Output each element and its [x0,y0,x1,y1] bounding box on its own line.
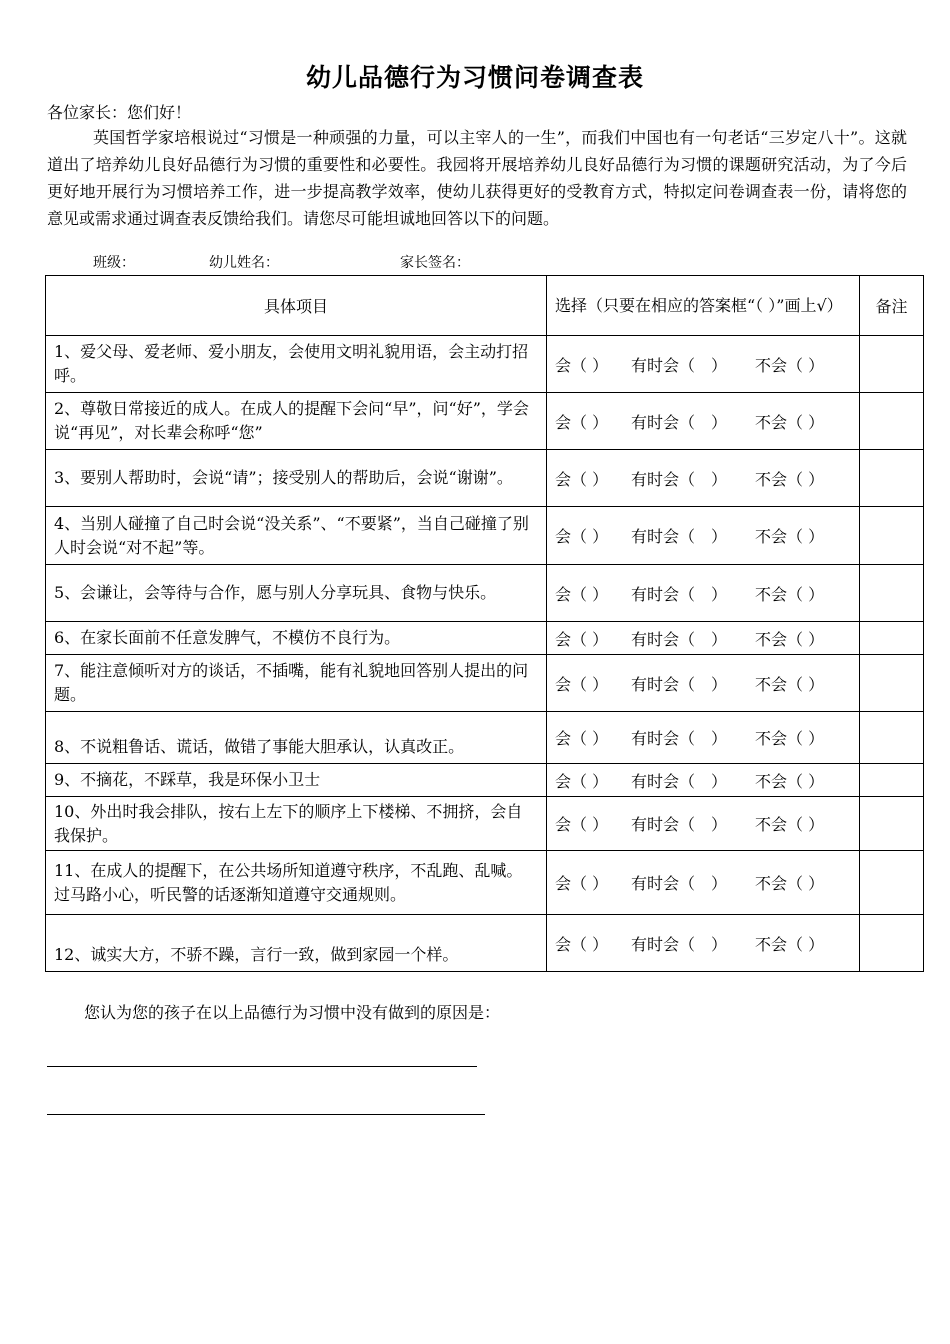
table-row [46,712,924,764]
option-sometimes[interactable]: 有时会（ ） [631,469,728,489]
remark-cell[interactable] [860,712,924,764]
option-sometimes[interactable]: 有时会（ ） [631,355,728,375]
option-no[interactable]: 不会（ ） [755,584,825,604]
remark-cell[interactable] [860,915,924,972]
choice-cell [547,393,860,450]
answer-line-1[interactable] [47,1066,477,1067]
remark-cell[interactable] [860,507,924,565]
table-row [46,565,924,622]
choice-cell [547,712,860,764]
item-text: 8、不说粗鲁话、谎话，做错了事能大胆承认，认真改正。 [46,712,547,764]
remark-cell[interactable] [860,797,924,851]
option-yes[interactable]: 会（ ） [555,674,609,694]
choice-cell [547,851,860,915]
choice-cell [547,622,860,655]
option-sometimes[interactable]: 有时会（ ） [631,815,728,834]
option-yes[interactable]: 会（ ） [555,629,609,649]
remark-cell[interactable] [860,450,924,507]
option-no[interactable]: 不会（ ） [755,815,825,834]
class-label: 班级： [93,255,135,271]
choice-cell [547,450,860,507]
greeting: 各位家长：您们好！ [47,103,192,122]
child-name-label: 幼儿姓名： [209,255,279,271]
item-text: 5、会谦让，会等待与合作，愿与别人分享玩具、食物与快乐。 [46,565,547,622]
option-no[interactable]: 不会（ ） [755,874,825,893]
choice-cell [547,565,860,622]
choice-cell [547,764,860,797]
table-header-row [46,276,924,336]
table-row [46,764,924,797]
header-choice: 选择（只要在相应的答案框“（ ）”画上√） [547,276,860,336]
option-no[interactable]: 不会（ ） [755,527,825,546]
choice-cell [547,655,860,712]
option-sometimes[interactable]: 有时会（ ） [631,934,728,954]
header-remark: 备注 [860,276,924,336]
option-sometimes[interactable]: 有时会（ ） [631,629,728,649]
table-row [46,336,924,393]
table-row [46,622,924,655]
item-text: 10、外出时我会排队，按右上左下的顺序上下楼梯、不拥挤，会自我保护。 [46,797,547,851]
intro-paragraph: 英国哲学家培根说过“习惯是一种顽强的力量，可以主宰人的一生”，而我们中国也有一句老话“三岁定八十”。这就道出了培养幼儿良好品德行为习惯的重要性和必要性。我园将开展培养幼儿良好品德行为习惯的课题研究活动，为了今后更好地开展行为习惯培养工作，进一步提高教学效率，使幼儿获得更好的受教育方式，特拟定问卷调查表一份，请将您的意见或需求通过调查表反馈给我们。请您尽可能坦诚地回答以下的问题。 [47,128,907,228]
remark-cell[interactable] [860,565,924,622]
header-item: 具体项目 [46,276,547,336]
table-row [46,655,924,712]
option-no[interactable]: 不会（ ） [755,469,825,489]
reason-prompt: 您认为您的孩子在以上品德行为习惯中没有做到的原因是： [84,1003,501,1022]
option-no[interactable]: 不会（ ） [755,934,825,954]
choice-cell [547,336,860,393]
option-sometimes[interactable]: 有时会（ ） [631,412,728,432]
page-title: 幼儿品德行为习惯问卷调查表 [305,63,644,92]
option-sometimes[interactable]: 有时会（ ） [631,771,728,791]
option-yes[interactable]: 会（ ） [555,771,609,791]
item-text: 7、能注意倾听对方的谈话，不插嘴，能有礼貌地回答别人提出的问题。 [46,655,547,712]
item-text: 3、要别人帮助时，会说“请”；接受别人的帮助后，会说“谢谢”。 [46,450,547,507]
table-row [46,450,924,507]
table-row [46,797,924,851]
remark-cell[interactable] [860,393,924,450]
item-text: 4、当别人碰撞了自己时会说“没关系”、“不要紧”，当自己碰撞了别人时会说“对不起”等。 [46,507,547,565]
remark-cell[interactable] [860,336,924,393]
table-row [46,915,924,972]
choice-cell [547,507,860,565]
option-yes[interactable]: 会（ ） [555,874,609,893]
option-yes[interactable]: 会（ ） [555,355,609,375]
remark-cell[interactable] [860,655,924,712]
option-sometimes[interactable]: 有时会（ ） [631,527,728,546]
option-yes[interactable]: 会（ ） [555,584,609,604]
item-text: 11、在成人的提醒下，在公共场所知道遵守秩序，不乱跑、乱喊。过马路小心，听民警的话逐渐知道遵守交通规则。 [46,851,547,915]
option-sometimes[interactable]: 有时会（ ） [631,584,728,604]
option-yes[interactable]: 会（ ） [555,412,609,432]
option-no[interactable]: 不会（ ） [755,355,825,375]
option-sometimes[interactable]: 有时会（ ） [631,729,728,748]
item-text: 12、诚实大方，不骄不躁，言行一致，做到家园一个样。 [46,915,547,972]
table-row [46,393,924,450]
choice-cell [547,915,860,972]
option-yes[interactable]: 会（ ） [555,527,609,546]
item-text: 2、尊敬日常接近的成人。在成人的提醒下会问“早”，问“好”，学会说“再见”，对长辈会称呼“您” [46,393,547,450]
remark-cell[interactable] [860,764,924,797]
option-no[interactable]: 不会（ ） [755,412,825,432]
item-text: 6、在家长面前不任意发脾气，不模仿不良行为。 [46,622,547,655]
item-text: 1、爱父母、爱老师、爱小朋友，会使用文明礼貌用语，会主动打招呼。 [46,336,547,393]
answer-line-2[interactable] [47,1114,485,1115]
option-sometimes[interactable]: 有时会（ ） [631,674,728,694]
option-yes[interactable]: 会（ ） [555,815,609,834]
choice-cell [547,797,860,851]
option-no[interactable]: 不会（ ） [755,729,825,748]
option-yes[interactable]: 会（ ） [555,729,609,748]
survey-table [45,275,924,972]
parent-signature-label: 家长签名： [400,255,470,271]
option-sometimes[interactable]: 有时会（ ） [631,874,728,893]
option-no[interactable]: 不会（ ） [755,771,825,791]
remark-cell[interactable] [860,622,924,655]
option-yes[interactable]: 会（ ） [555,934,609,954]
option-no[interactable]: 不会（ ） [755,629,825,649]
table-row [46,507,924,565]
item-text: 9、不摘花，不踩草，我是环保小卫士 [46,764,547,797]
option-yes[interactable]: 会（ ） [555,469,609,489]
table-row [46,851,924,915]
remark-cell[interactable] [860,851,924,915]
option-no[interactable]: 不会（ ） [755,674,825,694]
